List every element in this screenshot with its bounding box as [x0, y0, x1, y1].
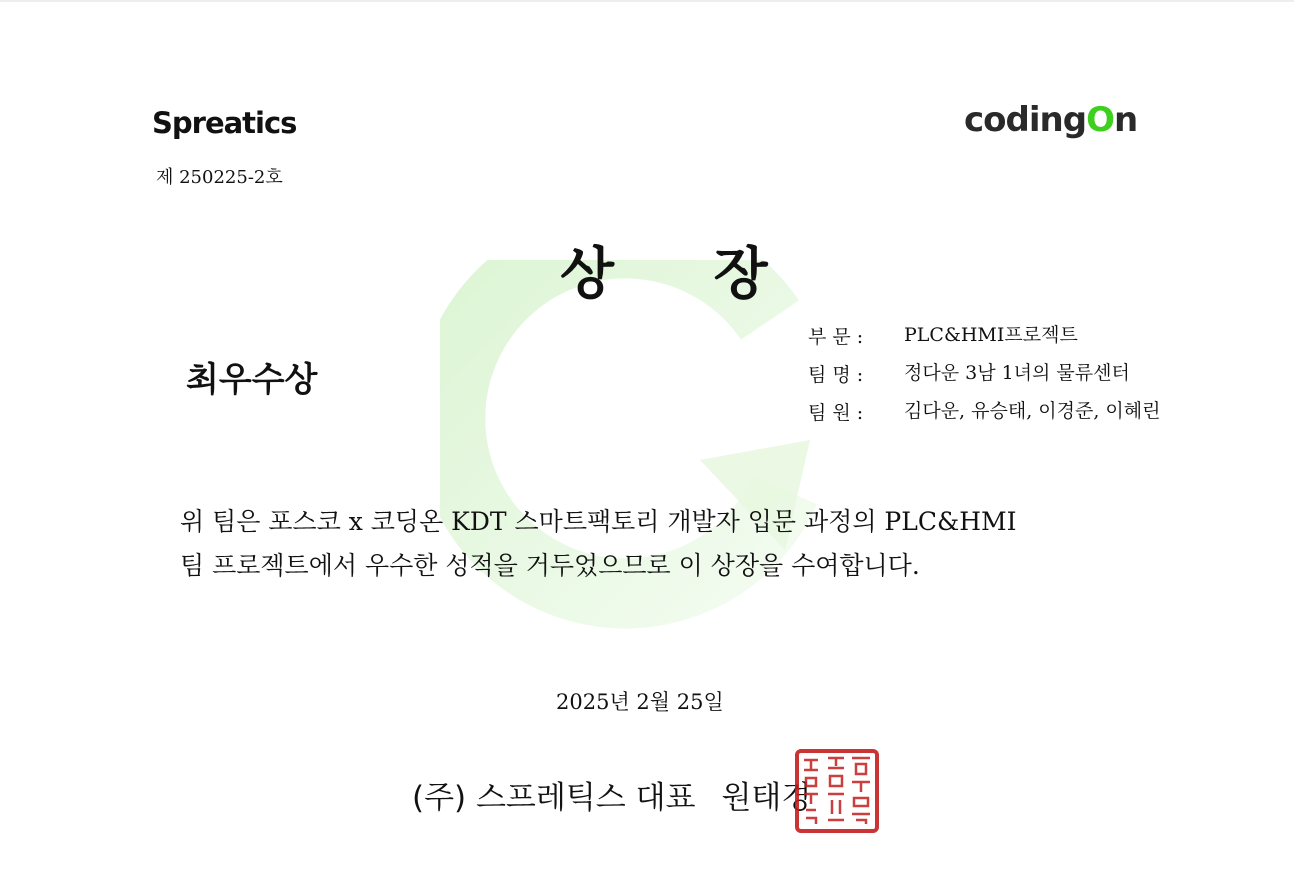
issuer-company: (주) 스프레틱스 대표 — [412, 780, 696, 816]
top-border — [0, 0, 1294, 2]
info-label: 팀 명 : — [808, 364, 864, 386]
certificate-title: 상 장 — [560, 241, 808, 307]
issuer-name: 원태경 — [721, 780, 812, 816]
codingon-logo: codingOn — [964, 100, 1138, 140]
company-seal-stamp — [794, 748, 880, 834]
certificate-body — [180, 500, 1140, 588]
award-name: 최우수상 — [186, 360, 318, 400]
body-line: 위 팀은 포스코 x 코딩온 KDT 스마트팩토리 개발자 입문 과정의 PLC&HMI — [180, 507, 1017, 536]
certificate-number: 제 250225-2호 — [156, 167, 283, 188]
info-value: PLC&HMI프로젝트 — [904, 324, 1078, 346]
info-label: 부 문 : — [808, 326, 864, 348]
info-label: 팀 원 : — [808, 402, 864, 424]
issue-date: 2025년 2월 25일 — [556, 690, 724, 714]
body-line: 팀 프로젝트에서 우수한 성적을 거두었으므로 이 상장을 수여합니다. — [180, 551, 920, 580]
info-value: 김다운, 유승태, 이경준, 이혜린 — [904, 400, 1161, 422]
spreatics-logo: Spreatics — [152, 106, 297, 140]
circular-arrow-watermark — [440, 260, 830, 660]
issuer — [412, 772, 811, 817]
info-value: 정다운 3남 1녀의 물류센터 — [904, 362, 1130, 384]
